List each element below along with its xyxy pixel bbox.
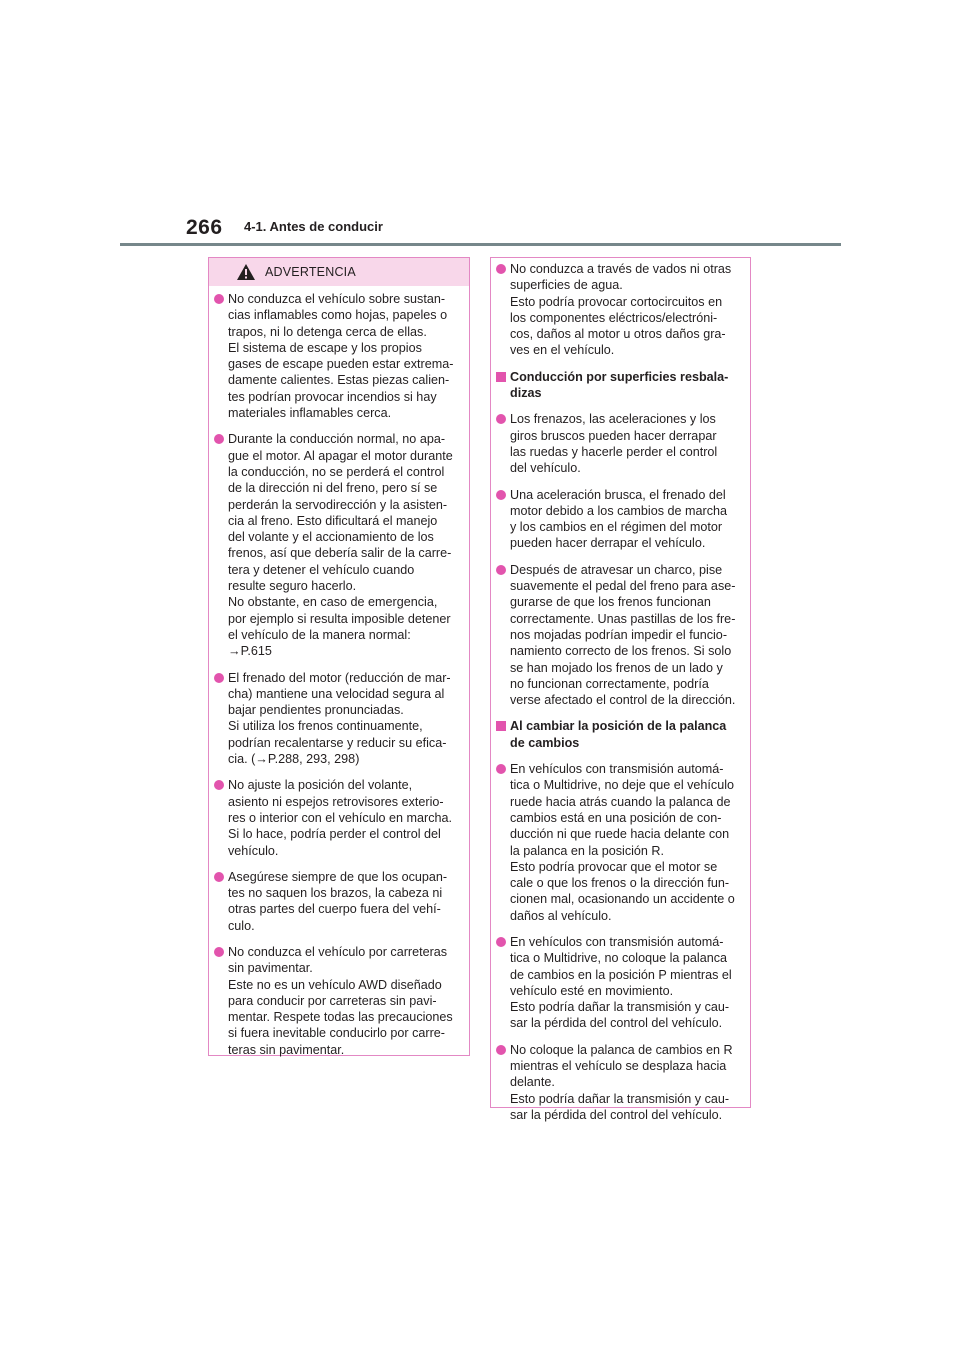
circle-bullet-icon [214,434,224,444]
text-line: asiento ni espejos retrovisores exterio- [228,794,444,809]
warning-title: ADVERTENCIA [265,265,356,279]
text-line: ruede hacia atrás cuando la palanca de [510,794,731,809]
text-line: para conducir por carreteras sin pavi- [228,993,437,1008]
text-line: Una aceleración brusca, el frenado del [510,487,726,502]
bullet-item [491,934,750,1032]
text-line: resulte seguro hacerlo. [228,579,357,594]
page-number: 266 [186,216,223,239]
text-line: no funcionan correctamente, podría [510,676,709,691]
text-line: mientras el vehículo se desplaza hacia [510,1059,727,1074]
text-line: mentar. Respete todas las precauciones [228,1010,453,1025]
square-bullet-icon [496,721,506,731]
subheading [491,718,750,751]
text-line: Al cambiar la posición de la palanca [510,719,727,734]
text-line: ducción ni que ruede hacia delante con [510,827,730,842]
warning-box-continued [490,257,751,1122]
bullet-item [209,944,469,1058]
circle-bullet-icon [496,937,506,947]
text-line: En vehículos con transmisión automá- [510,762,724,777]
text-line: el vehículo de la manera normal: [228,627,411,642]
bullet-item [491,411,750,476]
text-line: Esto podría provocar cortocircuitos en [510,294,723,309]
bullet-item [209,291,469,421]
text-line: cambios está en una posición de con- [510,810,722,825]
text-line: Conducción por superficies resbala- [510,369,729,384]
square-bullet-icon [496,372,506,382]
text-line: correctamente. Unas pastillas de los fre- [510,611,736,626]
text-line: vehículo esté en movimiento. [510,983,674,998]
text-line: sin pavimentar. [228,961,313,976]
text-line: por ejemplo si resulta imposible detener [228,611,451,626]
text-line: la conducción, no se perderá el control [228,464,445,479]
text-line: pueden hacer derrapar el vehículo. [510,536,706,551]
text-line: otras partes del cuerpo fuera del vehí- [228,902,441,917]
text-line: No conduzca el vehículo sobre sustan- [228,292,446,306]
text-line: y los cambios en el régimen del motor [510,520,723,535]
text-line: la palanca en la posición R. [510,843,665,858]
text-line: teras sin pavimentar. [228,1042,345,1057]
warning-list [209,286,469,1058]
bullet-item [491,761,750,924]
text-line: dizas [510,386,542,401]
circle-bullet-icon [214,780,224,790]
text-line: Esto podría dañar la transmisión y cau- [510,1000,730,1015]
circle-bullet-icon [214,947,224,957]
text-line: delante. [510,1075,555,1090]
bullet-item [209,431,469,659]
text-line: ves en el vehículo. [510,343,615,358]
text-line: No ajuste la posición del volante, [228,778,413,793]
text-line: cha) mantiene una velocidad segura al [228,686,445,701]
text-line: sar la pérdida del control del vehículo. [510,1107,723,1122]
text-line: Esto podría dañar la transmisión y cau- [510,1091,730,1106]
text-line: superficies de agua. [510,278,623,293]
text-line: nos mojadas podrían impedir el funcio- [510,627,728,642]
text-line: cionen mal, ocasionando un accidente o [510,892,735,907]
text-line: perderán la servodirección y la asisten- [228,497,448,512]
bullet-item [209,670,469,768]
text-line: materiales inflamables cerca. [228,406,392,421]
text-line: trapos, ni lo detenga cerca de ellas. [228,324,427,339]
text-line: motor debido a los cambios de marcha [510,503,728,518]
text-line: sar la pérdida del control del vehículo. [510,1016,723,1031]
section-title: 4-1. Antes de conducir [244,219,383,234]
text-line: suavemente el pedal del freno para ase- [510,579,736,594]
text-line: cia al freno. Esto dificultará el manejo [228,513,438,528]
circle-bullet-icon [496,764,506,774]
text-line: Durante la conducción normal, no apa- [228,432,446,447]
text-line: El sistema de escape y los propios [228,340,422,355]
warning-list-continued [491,258,750,1123]
warning-triangle-icon [236,263,256,281]
circle-bullet-icon [496,565,506,575]
text-line: cia. (→P.288, 293, 298) [228,752,360,767]
text-line: podrían recalentarse y reducir su efica- [228,735,447,750]
bullet-item [209,869,469,934]
text-line: tica o Multidrive, no coloque la palanca [510,951,728,966]
circle-bullet-icon [496,490,506,500]
bullet-item [491,1042,750,1123]
bullet-item [209,777,469,858]
text-line: de cambios [510,735,580,750]
text-line: Este no es un vehículo AWD diseñado [228,977,442,992]
warning-header [209,258,469,286]
circle-bullet-icon [496,414,506,424]
text-line: tica o Multidrive, no deje que el vehículo [510,778,735,793]
text-line: →P.615 [228,644,272,659]
text-line: Esto podría provocar que el motor se [510,859,718,874]
text-line: Los frenazos, las aceleraciones y los [510,412,716,427]
text-line: daños al vehículo. [510,908,612,923]
text-line: se han mojado los frenos de un lado y [510,660,723,675]
text-line: No conduzca a través de vados ni otras [510,262,732,276]
text-line: cos, daños al motor u otros daños gra- [510,327,726,342]
text-line: No coloque la palanca de cambios en R [510,1042,733,1057]
text-line: de la dirección ni del freno, pero sí se [228,481,438,496]
text-line: los componentes eléctricos/electróni- [510,310,718,325]
text-line: cias inflamables como hojas, papeles o [228,308,448,323]
text-line: res o interior con el vehículo en marcha. [228,810,453,825]
text-line: verse afectado el control de la dirección. [510,693,736,708]
text-line: El frenado del motor (reducción de mar- [228,670,451,685]
text-line: No obstante, en caso de emergencia, [228,595,438,610]
text-line: frenos, así que debería salir de la carre- [228,546,452,561]
subheading [491,369,750,402]
text-line: Asegúrese siempre de que los ocupan- [228,869,448,884]
bullet-item [491,261,750,359]
circle-bullet-icon [214,872,224,882]
header-rule [120,243,841,246]
text-line: tes no saquen los brazos, la cabeza ni [228,886,443,901]
text-line: de cambios en la posición P mientras el [510,967,732,982]
text-line: En vehículos con transmisión automá- [510,934,724,949]
warning-box [208,257,470,1056]
circle-bullet-icon [214,673,224,683]
text-line: No conduzca el vehículo por carreteras [228,944,448,959]
bullet-item [491,562,750,709]
text-line: gases de escape pueden estar extrema- [228,357,454,372]
text-line: del vehículo. [510,461,581,476]
text-line: gurarse de que los frenos funcionan [510,595,711,610]
text-line: vehículo. [228,843,279,858]
text-line: cale o que los frenos o la dirección fun- [510,876,730,891]
text-line: bajar pendientes pronunciadas. [228,703,404,718]
text-line: Después de atravesar un charco, pise [510,562,723,577]
text-line: si fuera inevitable conducirlo por carre- [228,1026,445,1041]
text-line: tera y detener el vehículo cuando [228,562,415,577]
text-line: Si lo hace, podría perder el control del [228,827,441,842]
text-line: del volante y el accionamiento de los [228,530,434,545]
text-line: tes podrían provocar incendios si hay [228,389,437,404]
bullet-item [491,487,750,552]
text-line: namiento correcto de los frenos. Si solo [510,644,732,659]
circle-bullet-icon [214,294,224,304]
text-line: culo. [228,918,255,933]
text-line: las ruedas y hacerle perder el control [510,444,718,459]
circle-bullet-icon [496,1045,506,1055]
text-line: giros bruscos pueden hacer derrapar [510,428,717,443]
text-line: Si utiliza los frenos continuamente, [228,719,423,734]
circle-bullet-icon [496,264,506,274]
text-line: damente calientes. Estas piezas calien- [228,373,450,388]
text-line: gue el motor. Al apagar el motor durante [228,448,453,463]
